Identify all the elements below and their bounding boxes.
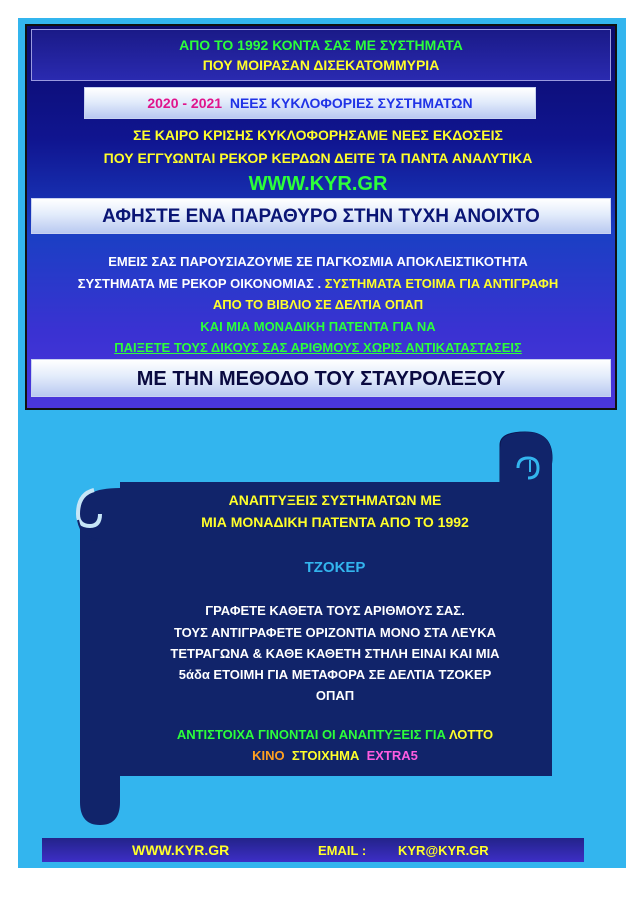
scroll-also-kino: ΚΙΝΟ bbox=[252, 748, 285, 763]
releases-text bbox=[85, 95, 535, 111]
scroll-also-lotto: ΛΟΤΤΟ bbox=[448, 727, 494, 742]
website-link[interactable]: WWW.KYR.GR bbox=[248, 173, 388, 195]
intro-line-2 bbox=[0, 276, 636, 291]
releases-bar bbox=[84, 87, 536, 119]
intro-line-5: ΠΑΙΞΕΤΕ ΤΟΥΣ ΔΙΚΟΥΣ ΣΑΣ ΑΡΙΘΜΟΥΣ ΧΩΡΙΣ ΑΝΤΙΚΑΤΑΣΤΑΣΕΙΣ bbox=[114, 340, 522, 355]
scroll-body-3: ΤΕΤΡΑΓΩΝΑ & ΚΑΘΕ ΚΑΘΕΤΗ ΣΤΗΛΗ ΕΙΝΑΙ ΚΑΙ ΜΙΑ bbox=[170, 646, 500, 661]
window-banner bbox=[31, 198, 611, 234]
header-box bbox=[31, 29, 611, 81]
scroll-body-5: ΟΠΑΠ bbox=[315, 688, 355, 703]
scroll-also-extra5: EXTRA5 bbox=[366, 748, 418, 763]
releases-label: ΝΕΕΣ ΚΥΚΛΟΦΟΡΙΕΣ ΣΥΣΤΗΜΑΤΩΝ bbox=[229, 95, 473, 111]
scroll-also-stoixima: ΣΤΟΙΧΗΜΑ bbox=[291, 748, 360, 763]
header-line-1: ΑΠΟ ΤΟ 1992 ΚΟΝΤΑ ΣΑΣ ΜΕ ΣΥΣΤΗΜΑΤΑ bbox=[179, 37, 463, 53]
scroll-also-line-2 bbox=[120, 748, 550, 763]
method-banner bbox=[31, 359, 611, 397]
scroll-body-2: ΤΟΥΣ ΑΝΤΙΓΡΑΦΕΤΕ ΟΡΙΖΟΝΤΙΑ ΜΟΝΟ ΣΤΑ ΛΕΥΚΑ bbox=[173, 625, 497, 640]
releases-years: 2020 - 2021 bbox=[147, 95, 223, 111]
intro-line-1: ΕΜΕΙΣ ΣΑΣ ΠΑΡΟΥΣΙΑΖΟΥΜΕ ΣΕ ΠΑΓΚΟΣΜΙΑ ΑΠΟΚΛΕΙΣΤΙΚΟΤΗΤΑ bbox=[108, 254, 528, 269]
window-banner-text: ΑΦΗΣΤΕ ΕΝΑ ΠΑΡΑΘΥΡΟ ΣΤΗΝ ΤΥΧΗ ΑΝΟΙΧΤΟ bbox=[102, 206, 540, 227]
footer-bar bbox=[42, 838, 584, 862]
method-banner-text: ΜΕ ΤΗΝ ΜΕΘΟΔΟ ΤΟΥ ΣΤΑΥΡΟΛΕΞΟΥ bbox=[136, 368, 506, 390]
scroll-also-line-1 bbox=[120, 727, 550, 742]
intro-line-3: ΑΠΟ ΤΟ ΒΙΒΛΙΟ ΣΕ ΔΕΛΤΙΑ ΟΠΑΠ bbox=[212, 297, 424, 312]
scroll-title-2: ΜΙΑ ΜΟΝΑΔΙΚΗ ΠΑΤΕΝΤΑ ΑΠΟ ΤΟ 1992 bbox=[201, 514, 469, 530]
footer-email-link[interactable]: KYR@KYR.GR bbox=[398, 843, 489, 858]
footer-website-link[interactable]: WWW.KYR.GR bbox=[132, 842, 230, 858]
scroll-body-4: 5άδα ΕΤΟΙΜΗ ΓΙΑ ΜΕΤΑΦΟΡΑ ΣΕ ΔΕΛΤΙΑ ΤΖΟΚΕΡ bbox=[178, 667, 492, 682]
scroll-also-green: ΑΝΤΙΣΤΟΙΧΑ ΓΙΝΟΝΤΑΙ ΟΙ ΑΝΑΠΤΥΞΕΙΣ ΓΙΑ bbox=[176, 727, 449, 742]
scroll-game-name: ΤΖΟΚΕΡ bbox=[304, 559, 366, 576]
intro-line-2-white: ΣΥΣΤΗΜΑΤΑ ΜΕ ΡΕΚΟΡ ΟΙΚΟΝΟΜΙΑΣ . bbox=[77, 276, 325, 291]
crisis-line-2: ΠΟΥ ΕΓΓΥΩΝΤΑΙ ΡΕΚΟΡ ΚΕΡΔΩΝ ΔΕΙΤΕ ΤΑ ΠΑΝΤΑ ΑΝΑΛΥΤΙΚΑ bbox=[103, 150, 533, 166]
scroll-title-1: ΑΝΑΠΤΥΞΕΙΣ ΣΥΣΤΗΜΑΤΩΝ ΜΕ bbox=[228, 492, 442, 508]
header-line-2: ΠΟΥ ΜΟΙΡΑΣΑΝ ΔΙΣΕΚΑΤΟΜΜΥΡΙΑ bbox=[202, 57, 440, 73]
crisis-line-1: ΣΕ ΚΑΙΡΟ ΚΡΙΣΗΣ ΚΥΚΛΟΦΟΡΗΣΑΜΕ ΝΕΕΣ ΕΚΔΟΣΕΙΣ bbox=[133, 127, 503, 143]
scroll-body-1: ΓΡΑΦΕΤΕ ΚΑΘΕΤΑ ΤΟΥΣ ΑΡΙΘΜΟΥΣ ΣΑΣ. bbox=[205, 603, 465, 618]
intro-line-2-yellow: ΣΥΣΤΗΜΑΤΑ ΕΤΟΙΜΑ ΓΙΑ ΑΝΤΙΓΡΑΦΗ bbox=[324, 276, 559, 291]
footer-email-label: EMAIL : bbox=[318, 843, 367, 858]
intro-line-4: ΚΑΙ ΜΙΑ ΜΟΝΑΔΙΚΗ ΠΑΤΕΝΤΑ ΓΙΑ ΝΑ bbox=[200, 319, 436, 334]
